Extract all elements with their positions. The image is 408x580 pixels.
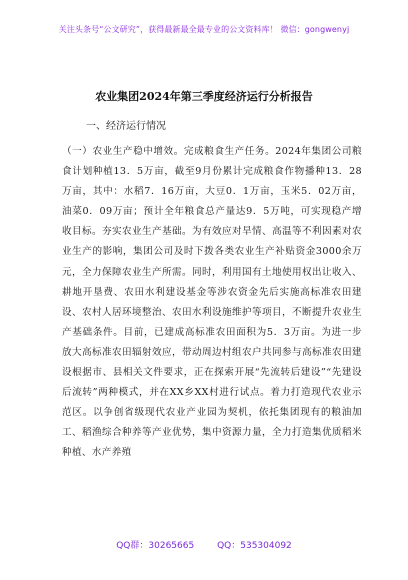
document-title: 农业集团2024年第三季度经济运行分析报告 — [95, 90, 313, 103]
qq-contact-label: QQ：535304092 — [217, 541, 292, 551]
qq-group-label: QQ群：30265665 — [116, 541, 195, 551]
section-heading: 一、经济运行情况 — [86, 121, 166, 132]
document-body — [62, 118, 362, 464]
footer-contact — [0, 538, 408, 551]
body-paragraph: （一）农业生产稳中增效。完成粮食生产任务。2024年集团公司粮食计划种植13．5万亩，截至9月份累计完成粮食作物播种13．28万亩，其中：水稻7．16万亩，大豆0．1万亩，玉米5．02万亩，油菜0．09万亩；预计全年粮食总产量达9．5万吨，可实现稳产增收目标。夯实农业生产基础。为有效应对旱情、高温等不利因素对农业生产的影响，集团公司及时下拨各类农业生产补贴资金3000余万元，全力保障农业生产所需。同时，利用国有土地使用权出让收入、耕地开垦费、农田水利建设基金等涉农资金先后实施高标准农田建设、农村人居环境整治、农田水利设施维护等项目，不断提升农业生产基础条件。目前，已建成高标准农田面积为5．3万亩。为进一步放大高标准农田辐射效应，带动周边村组农户共同参与高标准农田建设根据市、县相关文件要求，正在探索开展“先流转后建设”“先建设后流转”两种模式，并在XX乡XX村进行试点。着力打造现代农业示范区。以争创省级现代农业产业园为契机，依托集团现有的粮油加工、稻渔综合种养等产业优势，集中资源力量，全力打造集优质稻米种植、水产养殖 — [62, 146, 362, 459]
header-banner: 关注头条号“公文研究”，获得最新最全最专业的公文资料库！ 微信：gongwenyj — [58, 25, 350, 34]
